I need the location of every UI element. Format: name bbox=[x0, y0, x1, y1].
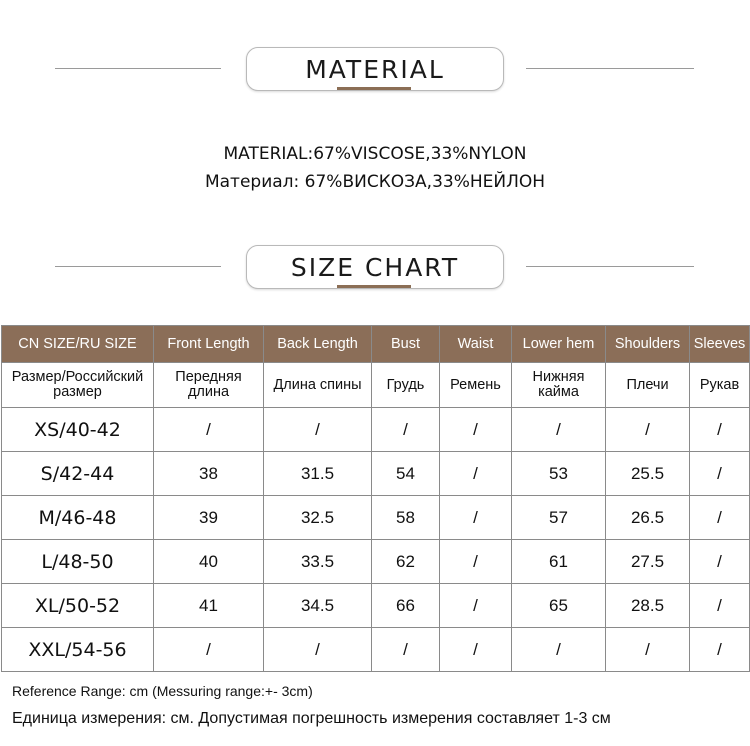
table-cell: 61 bbox=[512, 540, 606, 584]
table-cell: / bbox=[512, 628, 606, 672]
table-cell: / bbox=[606, 408, 690, 452]
section-title: SIZE CHART bbox=[290, 253, 460, 282]
header-cell-ru: Ремень bbox=[440, 363, 512, 408]
header-cell-ru: Плечи bbox=[606, 363, 690, 408]
section-title-pill bbox=[246, 47, 504, 91]
header-cell-ru: Нижняя кайма bbox=[512, 363, 606, 408]
header-cell-ru: Передняя длина bbox=[154, 363, 264, 408]
table-row bbox=[2, 584, 750, 628]
header-cell-ru: Размер/Российский размер bbox=[2, 363, 154, 408]
table-cell: / bbox=[690, 628, 750, 672]
table-row bbox=[2, 408, 750, 452]
table-cell: / bbox=[606, 628, 690, 672]
header-cell: CN SIZE/RU SIZE bbox=[2, 326, 154, 363]
table-cell: 41 bbox=[154, 584, 264, 628]
title-underline-accent bbox=[337, 87, 411, 90]
table-cell: / bbox=[690, 584, 750, 628]
table-cell: 53 bbox=[512, 452, 606, 496]
divider-line-right bbox=[526, 266, 694, 267]
table-cell: 28.5 bbox=[606, 584, 690, 628]
header-cell: Waist bbox=[440, 326, 512, 363]
table-cell: 27.5 bbox=[606, 540, 690, 584]
material-composition-ru: Материал: 67%ВИСКОЗА,33%НЕЙЛОН bbox=[204, 172, 546, 192]
table-cell: / bbox=[264, 408, 372, 452]
size-cell: XXL/54-56 bbox=[2, 628, 154, 672]
table-cell: 66 bbox=[372, 584, 440, 628]
header-cell: Front Length bbox=[154, 326, 264, 363]
table-cell: 40 bbox=[154, 540, 264, 584]
header-row-ru bbox=[2, 363, 750, 408]
divider-line-right bbox=[526, 68, 694, 69]
divider-line-left bbox=[55, 266, 221, 267]
size-cell: XS/40-42 bbox=[2, 408, 154, 452]
reference-range-note: Reference Range: cm (Messuring range:+- 3cm) bbox=[12, 683, 313, 699]
table-cell: 58 bbox=[372, 496, 440, 540]
section-title: MATERIAL bbox=[305, 55, 445, 84]
table-cell: / bbox=[372, 408, 440, 452]
table-cell: / bbox=[372, 628, 440, 672]
header-cell: Sleeves bbox=[690, 326, 750, 363]
header-cell-ru: Грудь bbox=[372, 363, 440, 408]
header-row-en bbox=[2, 326, 750, 363]
table-cell: 62 bbox=[372, 540, 440, 584]
table-cell: / bbox=[512, 408, 606, 452]
header-cell: Bust bbox=[372, 326, 440, 363]
table-row bbox=[2, 540, 750, 584]
table-cell: / bbox=[154, 408, 264, 452]
header-cell: Back Length bbox=[264, 326, 372, 363]
table-cell: / bbox=[154, 628, 264, 672]
table-cell: 54 bbox=[372, 452, 440, 496]
table-cell: 25.5 bbox=[606, 452, 690, 496]
table-cell: / bbox=[690, 452, 750, 496]
size-chart-table bbox=[1, 325, 750, 672]
table-cell: 39 bbox=[154, 496, 264, 540]
table-row bbox=[2, 628, 750, 672]
table-cell: 38 bbox=[154, 452, 264, 496]
table-cell: 34.5 bbox=[264, 584, 372, 628]
table-cell: / bbox=[690, 408, 750, 452]
table-row bbox=[2, 496, 750, 540]
table-cell: / bbox=[440, 496, 512, 540]
table-cell: / bbox=[690, 496, 750, 540]
measurement-tolerance-note: Единица измерения: см. Допустимая погрешность измерения составляет 1-3 см bbox=[12, 710, 611, 727]
material-section-header bbox=[0, 47, 750, 97]
table-row bbox=[2, 452, 750, 496]
table-cell: / bbox=[440, 584, 512, 628]
table-cell: / bbox=[690, 540, 750, 584]
header-cell: Shoulders bbox=[606, 326, 690, 363]
table-cell: 57 bbox=[512, 496, 606, 540]
header-cell-ru: Длина спины bbox=[264, 363, 372, 408]
table-cell: / bbox=[440, 452, 512, 496]
table-cell: / bbox=[440, 540, 512, 584]
material-composition-en: MATERIAL:67%VISCOSE,33%NYLON bbox=[223, 144, 527, 164]
table-cell: 65 bbox=[512, 584, 606, 628]
title-underline-accent bbox=[337, 285, 411, 288]
table-cell: / bbox=[264, 628, 372, 672]
table-cell: 32.5 bbox=[264, 496, 372, 540]
size-cell: M/46-48 bbox=[2, 496, 154, 540]
header-cell-ru: Рукав bbox=[690, 363, 750, 408]
section-title-pill bbox=[246, 245, 504, 289]
size-chart-section-header bbox=[0, 245, 750, 295]
table-cell: 33.5 bbox=[264, 540, 372, 584]
table-cell: 26.5 bbox=[606, 496, 690, 540]
header-cell: Lower hem bbox=[512, 326, 606, 363]
divider-line-left bbox=[55, 68, 221, 69]
size-cell: L/48-50 bbox=[2, 540, 154, 584]
table-cell: 31.5 bbox=[264, 452, 372, 496]
size-cell: S/42-44 bbox=[2, 452, 154, 496]
size-cell: XL/50-52 bbox=[2, 584, 154, 628]
table-cell: / bbox=[440, 408, 512, 452]
table-cell: / bbox=[440, 628, 512, 672]
